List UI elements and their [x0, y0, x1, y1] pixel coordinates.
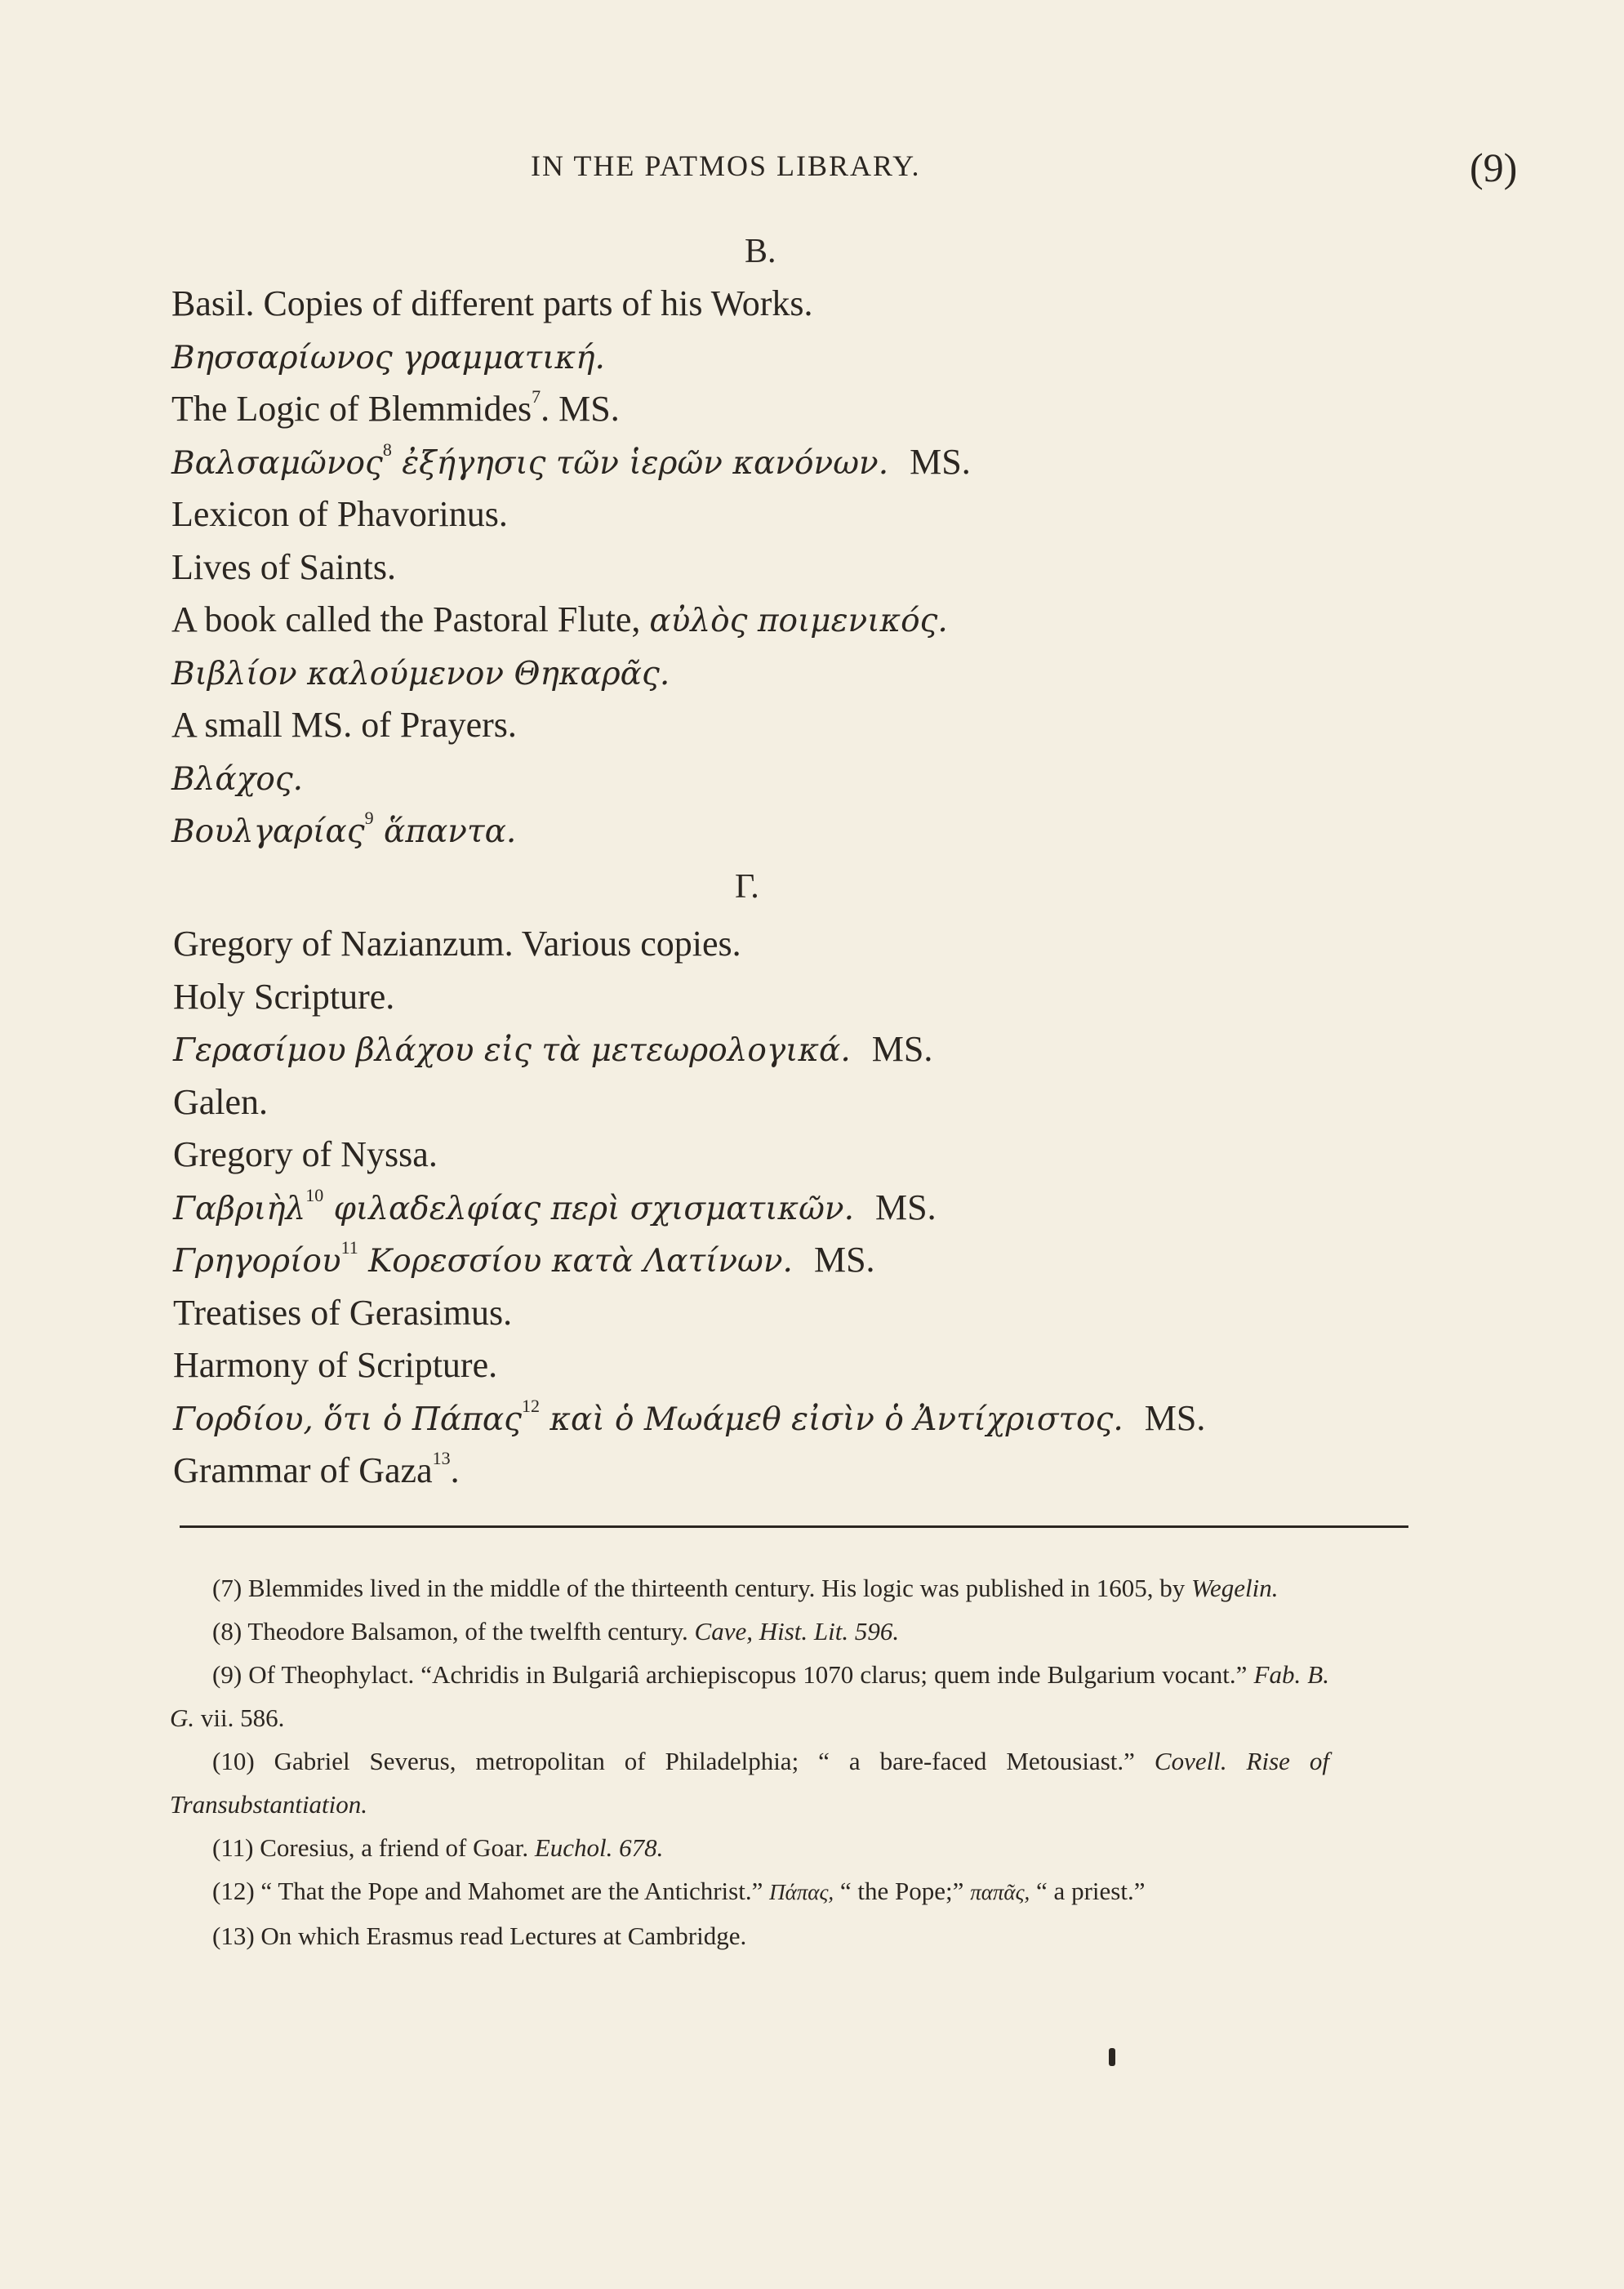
footnote-8: (8) Theodore Balsamon, of the twelfth century. Cave, Hist. Lit. 596.: [212, 1617, 900, 1645]
list-item: Βλάχος.: [171, 760, 304, 798]
section-gamma-entries: [173, 918, 1479, 1498]
list-item: The Logic of Blemmides$^7$. MS.: [171, 386, 620, 429]
footnote-13: (13) On which Erasmus read Lectures at Cambridge.: [212, 1922, 747, 1950]
list-item: A small MS. of Prayers.: [171, 705, 517, 745]
footnote-9: (9) Of Theophylact. “Achridis in Bulgariâ archiepiscopus 1070 clarus; quem inde Bulgarium vocant.” Fab. B. G. vii. 586.: [170, 1660, 1329, 1732]
page-number: (9): [1470, 145, 1518, 190]
running-title: IN THE PATMOS LIBRARY.: [531, 149, 921, 182]
list-item: Gregory of Nyssa.: [173, 1134, 438, 1174]
list-item: Γορδίου, ὅτι ὁ Πάπας$^{12}$ καὶ ὁ Μωάμεθ εἰσὶν ὁ Ἀντίχριστος. MS.: [173, 1395, 1206, 1438]
list-item: Γρηγορίου$^{11}$ Κορεσσίου κατὰ Λατίνων. MS.: [173, 1237, 875, 1280]
list-item: Lexicon of Phavorinus.: [171, 494, 508, 534]
list-item: Basil. Copies of different parts of his Works.: [171, 283, 813, 323]
footnote-10: (10) Gabriel Severus, metropolitan of Philadelphia; “ a bare-faced Metousiast.” Covell. Rise of Transubstantiation.: [170, 1747, 1330, 1819]
list-item: Βαλσαμῶνος$^8$ ἐξήγησις τῶν ἱερῶν κανόνων. MS.: [171, 439, 971, 482]
list-item: Lives of Saints.: [171, 546, 396, 587]
list-item: Βουλγαρίας$^9$ ἅπαντα.: [171, 808, 517, 850]
ink-mark: [1109, 2048, 1115, 2066]
section-letter-b: B.: [745, 233, 776, 270]
list-item: Γαβριὴλ$^{10}$ φιλαδελφίας περὶ σχισματικῶν. MS.: [173, 1184, 937, 1227]
list-item: Βησσαρίωνος γραμματική.: [171, 339, 605, 376]
section-letter-gamma: Γ.: [735, 868, 759, 906]
list-item: Harmony of Scripture.: [173, 1345, 498, 1385]
list-item: Βιβλίον καλούμενον Θηκαρᾶς.: [171, 655, 670, 692]
list-item: Holy Scripture.: [173, 976, 395, 1017]
list-item: Galen.: [173, 1081, 269, 1122]
footnote-11: (11) Coresius, a friend of Goar. Euchol. 678.: [212, 1833, 664, 1862]
list-item: Gregory of Nazianzum. Various copies.: [173, 924, 741, 964]
list-item: Treatises of Gerasimus.: [173, 1292, 513, 1333]
section-b-entries: [171, 278, 1478, 857]
footnotes: [170, 1566, 1329, 1957]
footnote-divider: [180, 1525, 1408, 1528]
list-item: A book called the Pastoral Flute, αὐλὸς ποιμενικός.: [171, 599, 948, 639]
list-item: Grammar of Gaza$^{13}$.: [173, 1448, 460, 1490]
footnote-7: (7) Blemmides lived in the middle of the thirteenth century. His logic was published in 1605, by Wegelin.: [212, 1574, 1279, 1602]
footnote-12: (12) “ That the Pope and Mahomet are the Antichrist.” Πάπας, “ the Pope;” παπᾶς, “ a priest.”: [212, 1877, 1146, 1905]
list-item: Γερασίμου βλάχου εἰς τὰ μετεωρολογικά. MS.: [173, 1029, 933, 1069]
